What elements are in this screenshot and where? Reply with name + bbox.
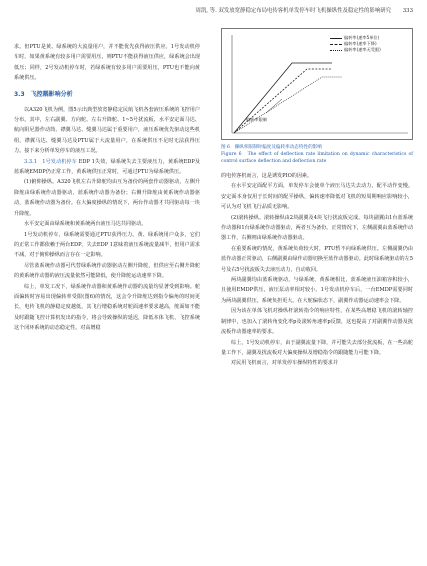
paragraph: 对民用飞机而言，对单发停车操纵特性的要求并: [231, 360, 338, 367]
legend-swatch-solid: [330, 38, 342, 39]
caption-english: Figure 6 The effect of deflection rate limitation on dynamic characteristics of control surface deflection and deflection rate: [221, 152, 413, 164]
figure-annotation: 偏转率限制: [246, 117, 267, 122]
legend-swatch-dotted: [330, 50, 342, 51]
paragraph: 求。但PTU是黄、绿系统的大流量用户，并不能优先获得液压供应。1号发动机停车时，如果黄系统有较多用户需要用压，则PTU不能获得液压供应，绿系统会出现低压；同样，2号发动机停车时，若绿系统有较多用户需要用压，PTU也不能向黄系统供压。: [14, 44, 200, 82]
subsection-heading: 3.3.1 1号发动机停车: [24, 158, 77, 165]
paragraph-with-subheading: [14, 157, 200, 178]
paragraph: 在水平安定面配平方面，单发停车会使单个液压马达失去动力，配平动作变慢。安定面本身仅用于长时间的配平操纵，偏转速率降低对飞机的短周期响应影响较小，可认为对飞机飞行品质无影响。: [221, 183, 413, 211]
right-column: [221, 28, 413, 369]
paragraph: 以A320飞机为例，图5示出典型放宽静稳定民航飞机各套液压系统的飞控用户分布。其中，左右副翼、方向舵、左右升降舵、1~5号扰流板、水平安定面马达、航向阻尼器作动筒、襟翼马达、缝翼马达属于重要用户，液压系统优先驱动这些机组，襟翼马达、缝翼马达及PTU属于大流量用户，在系统供压不足时无法获得压力。接下来分析单发停车的液压工况。: [14, 106, 200, 155]
paragraph-text: EDP 1失效，绿系统失去主要液压力，黄系统EDP及蓝系统EMDP仍正常工作，黄系统供压正常时，可通过PTU为绿系统供压。: [14, 158, 201, 176]
label-leader-line: [266, 99, 282, 113]
legend-label: 偏转率(速率无受限): [344, 47, 381, 53]
paragraph: 1号发动机停车，绿系统需要通过PTU获得压力。黄、绿系统用户众多，它们的正常工作都依赖于两台EDP。失去EDP 1意味着液压系统流量减半，但用户需求不减，对于俯仰操纵而言存在一定影响。: [14, 231, 200, 259]
legend-label: 偏转率(速率5单位): [344, 35, 380, 40]
paragraph: 两块副翼均由蓝系统驱动，与绿系统、黄系统相比，蓝系统液压油箱容积较小，且使用EMDP供压，液压泵动率相对较小。1号发动机停车后，一台EMDP需要同时为两块副翼供压，系统负担更大。在大舵偏状态下，副翼作动器运动速率会下降。: [221, 277, 413, 304]
figure-legend: [330, 35, 381, 54]
figure-6: [221, 28, 413, 140]
paragraph: 水平安定面由绿系统和黄系统两台液压马达共同驱动。: [24, 221, 147, 228]
legend-item: [330, 47, 381, 53]
legend-label: 偏转率(速率下降): [344, 41, 377, 47]
paragraph: 综上，1号发动机停车，由于副翼流量下降，并可能失去部分扰流板，在一些高舵量工作下，副翼及扰流板对大偏度操纵及增稳指令的跟随能力可能下降。: [221, 339, 413, 356]
left-column: [14, 42, 200, 334]
page-header: [14, 4, 413, 18]
paragraph: 因为该在单体飞机对操纵杆滚转指令的响应特性，在某些高增稳飞机的滚转轴控制律中，也加入了滚转角变化率p及滚转角速率p反馈，这也提高了对副翼作动器及扰流板作动器速率的要求。: [221, 308, 413, 336]
legend-swatch-dashed: [330, 44, 342, 45]
figure-caption: [221, 144, 413, 165]
paragraph: 的电传客机而言，这是诱发PIO的因素。: [221, 173, 313, 179]
section-heading: 3.3 飞控耦影响分析: [14, 90, 73, 98]
page-number: 333: [402, 8, 413, 14]
paragraph: (2)滚转操纵。滚转操纵由2块副翼及4块飞行扰流板完成。每块副翼由1台蓝系统作动器和1台绿系统作动器驱动，两者互为备份。正常情况下，左侧副翼由蓝系统作动器工作，右侧则由绿系统作动器驱动。: [221, 214, 413, 242]
paragraph: 综上，单发工况下，绿系统作动器和黄系统作动器的流量均显著受到影响。舵面偏转时容易出现偏转率受限(图6)的情况，这会令升降舵达到指令偏角的时间更长，电传飞机的静稳定度越低，其飞行增稳系统对舵面速率要求越高，舵面如不能及时跟随飞控计算机发出的指令，将会导致操纵的延迟，降低本体飞机、飞控系统这个闭环系统的动态稳定性。对高增稳: [14, 283, 200, 332]
paragraph: (1)俯仰操纵。A320飞机左右升降舵均由互为备份的两套作动器驱动，左侧升降舵由绿系统作动器驱动，蓝系统作动器为备份；右侧升降舵由黄系统作动器驱动，蓝系统作动器为备份。在大偏度操纵的情况下，两台作动器才共同驱动每一块升降舵。: [14, 179, 200, 217]
running-head: 周凯, 等. 双发放宽静稳定布局电传客机单发停车时飞机操纵性及稳定性的影响研究: [195, 8, 391, 14]
paragraph: 在重要系统的情况，黄系统负荷较大时，PTU暂不向绿系统供压。左侧副翼仍由蓝作动器正常驱动，右侧副翼由绿作动器切换至蓝作动器驱动。此时绿系统驱动的左5号及右5号扰流板失去液压动力，自动收回。: [221, 245, 413, 273]
paragraph: 尽管蓝系统作动器可代替绿系统作动器驱动左侧升降舵，但供应至右侧升降舵的黄系统作动器的液压流量依然可能降低，使升降舵运动速率下降。: [14, 262, 200, 280]
caption-chinese: 图 6 操纵率限制时偏度及偏转率动态特性的影响: [221, 145, 322, 150]
